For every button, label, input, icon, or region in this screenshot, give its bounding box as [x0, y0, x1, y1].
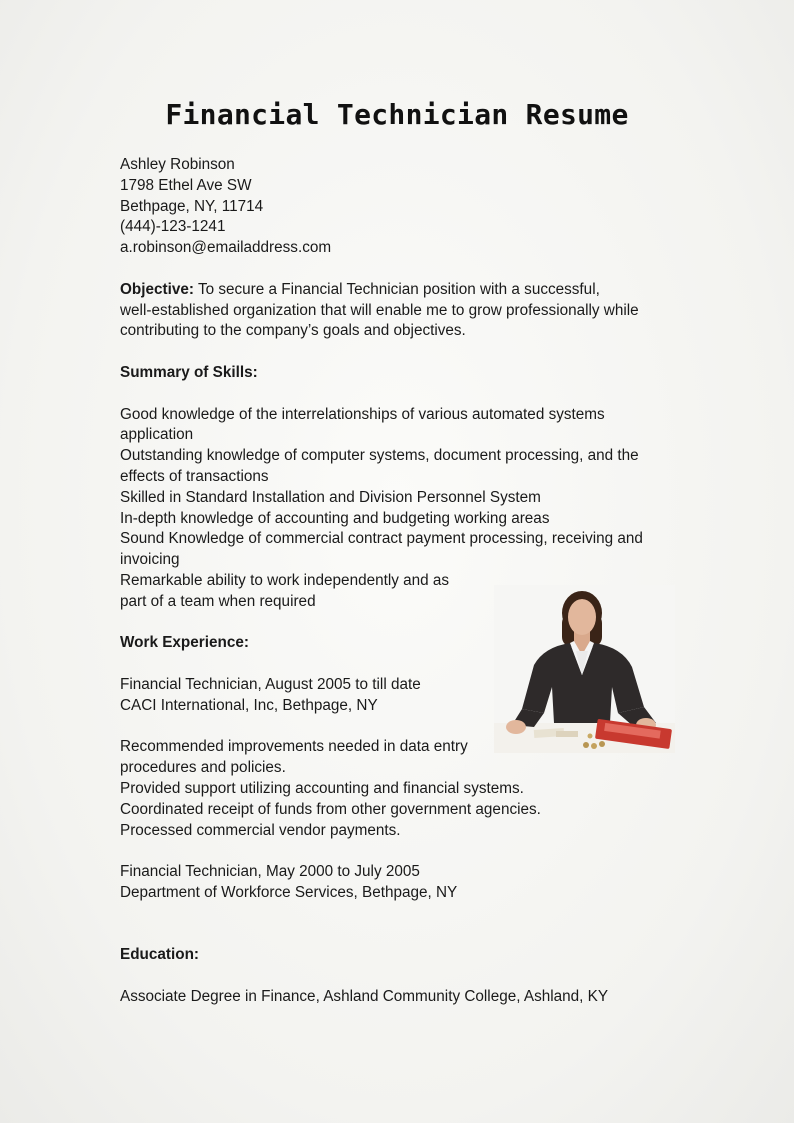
objective-text: contributing to the company’s goals and objectives.: [120, 322, 466, 340]
education-section: [120, 945, 680, 1007]
job-duty: Recommended improvements needed in data entry: [120, 738, 468, 756]
objective-text: To secure a Financial Technician position with a successful,: [193, 280, 600, 298]
education-heading: Education:: [120, 946, 200, 964]
objective-text: well-established organization that will enable me to grow professionally while: [120, 301, 639, 319]
skills-heading: Summary of Skills:: [120, 363, 258, 381]
skill-item: Outstanding knowledge of computer systems, document processing, and the: [120, 447, 639, 465]
skill-item: In-depth knowledge of accounting and budgeting working areas: [120, 509, 550, 527]
skill-item: Good knowledge of the interrelationships of various automated systems: [120, 405, 605, 423]
job-company: Department of Workforce Services, Bethpage, NY: [120, 883, 458, 901]
job-company: CACI International, Inc, Bethpage, NY: [120, 696, 378, 714]
skills-section: [120, 363, 680, 613]
contact-city: Bethpage, NY, 11714: [120, 197, 264, 215]
contact-block: [120, 155, 680, 259]
objective-label: Objective:: [120, 280, 194, 298]
skill-item: Remarkable ability to work independently and as: [120, 571, 450, 589]
skill-item: application: [120, 426, 194, 444]
page-title: Financial Technician Resume: [165, 98, 629, 131]
businesswoman-photo: [494, 585, 675, 753]
job-title: Financial Technician, May 2000 to July 2005: [120, 863, 420, 881]
contact-email: a.robinson@emailaddress.com: [120, 239, 332, 257]
contact-name: Ashley Robinson: [120, 156, 235, 173]
objective-section: [120, 280, 680, 342]
job-duty: Provided support utilizing accounting and financial systems.: [120, 779, 524, 797]
experience-heading: Work Experience:: [120, 634, 249, 652]
job-duty: procedures and policies.: [120, 759, 286, 777]
contact-address: 1798 Ethel Ave SW: [120, 176, 252, 194]
job-duty: Coordinated receipt of funds from other government agencies.: [120, 800, 541, 818]
skill-item: Skilled in Standard Installation and Division Personnel System: [120, 488, 541, 506]
education-degree: Associate Degree in Finance, Ashland Community College, Ashland, KY: [120, 987, 609, 1005]
resume-body: [120, 155, 680, 1008]
skill-item: effects of transactions: [120, 467, 269, 485]
job-title: Financial Technician, August 2005 to till date: [120, 675, 421, 693]
skill-item: Sound Knowledge of commercial contract payment processing, receiving and: [120, 530, 643, 548]
job-duty: Processed commercial vendor payments.: [120, 821, 401, 839]
skill-item: part of a team when required: [120, 592, 316, 610]
skill-item: invoicing: [120, 551, 180, 569]
contact-phone: (444)-123-1241: [120, 218, 226, 236]
